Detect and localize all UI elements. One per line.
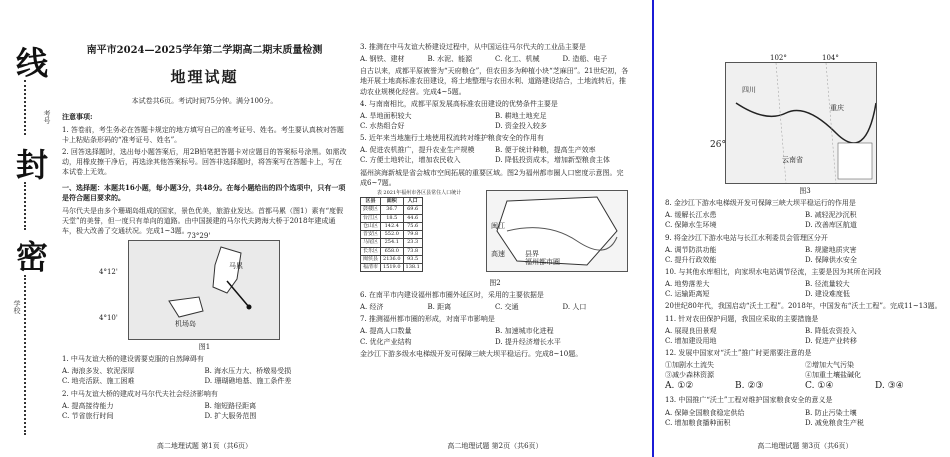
option[interactable]: D. 改善库区航道 [805,221,857,230]
option[interactable]: C. 优化产业结构 [360,337,412,346]
option[interactable]: A. 钢铁、建材 [360,55,405,64]
question-options [665,326,945,346]
option[interactable]: A. 海浪多发、软泥深厚 [62,367,135,376]
question-options [62,366,347,386]
data-table [360,197,423,272]
option[interactable]: B. 加速城市化进程 [495,327,554,336]
latitude-label: 4°10' [99,313,118,322]
page-1 [62,0,347,457]
option[interactable]: D. 保障供水安全 [805,255,857,264]
exam-number-label: 考号 [43,110,51,124]
table-cell: 69.6 [403,206,422,214]
option[interactable]: B. 便于统计种粮，提高生产效率 [495,146,596,155]
option[interactable]: A. 保障全国粮食稳定供给 [665,408,745,417]
item: ④加重土壤盐碱化 [805,371,861,380]
question-stem: 3. 推测在中马友谊大桥建设过程中，从中国运往马尔代夫的工业品主要是 [360,43,586,51]
question-options [665,408,945,428]
option[interactable]: B. 水泥、能源 [427,55,473,64]
figure-caption: 图3 [799,187,811,195]
longitude-label: 104° [822,54,839,62]
option[interactable]: A. 促进农机推广，提升农业生产规模 [360,146,475,155]
option[interactable]: D. 提升经济增长水平 [495,337,561,346]
table-header: 区县 [361,198,381,206]
table-cell: 75.6 [403,222,422,230]
latitude-label: 26° [710,140,726,150]
table-cell: 138.1 [403,264,422,272]
option[interactable]: D. 造船、电子 [562,55,608,64]
question-stem: 10. 与其他水库相比，向家坝水电站调节径流，主要是因为其所在河段 [665,267,882,276]
question-stem: 4. 与南南相比，成都平原发展高标准农田建设的优势条件主要是 [360,99,558,108]
page-3 [665,0,945,457]
map-figure-3 [710,54,877,184]
place-label: 重庆 [830,104,844,112]
option[interactable]: C. 提升行政效能 [665,255,717,264]
page-2 [360,0,630,457]
option[interactable]: B. 降低农资投入 [805,326,857,335]
table-cell: 马尾区 [361,239,381,247]
map-label: 高速 [491,249,505,258]
binding-margin [0,0,58,457]
option[interactable]: A. 旱地面积较大 [360,111,412,120]
option[interactable]: A. 提高人口数量 [360,327,412,336]
male-map [129,241,279,339]
option[interactable]: D. 建设难度低 [805,290,850,299]
map-label: 福州都市圈 [525,257,560,266]
passage: 金沙江下游多级水电梯级开发可保障三峡大坝平稳运行。完成8~10题。 [360,349,583,358]
page-footer: 高二地理试题 第2页（共6页） [447,441,543,450]
option[interactable]: A. 提高接待能力 [62,401,114,410]
map-figure-2 [486,190,628,272]
question-options [665,279,945,299]
question-options [360,111,630,131]
option[interactable]: B. 径流量较大 [805,280,850,289]
item: ①加剧水土流失 [665,361,714,370]
exam-meta: 本试卷共6页。考试时间75分钟。满分100分。 [131,97,278,106]
table-cell: 254.1 [381,239,404,247]
question-options [360,145,630,165]
option[interactable]: D. 减免粮食生产税 [805,418,864,427]
notice-item: 1. 答卷前，考生务必在答题卡规定的地方填写自己的准考证号、姓名。考生要认真核对答题卡上粘贴条形码的“准考证号、姓名”。 [62,125,344,144]
place-label: 马累 [229,261,243,270]
table-row [361,239,423,247]
table-row [361,264,423,272]
option[interactable]: C. ①④ [805,381,834,392]
question-stem: 2. 中马友谊大桥的建成对马尔代夫社会经济影响有 [62,389,218,398]
option[interactable]: C. 方便土地转让，增加农民收入 [360,156,461,165]
passage: 马尔代夫是由多个珊瑚岛组成的国家，景色优美，旅游业发达。首都马累（图1）素有“度假天堂”的美誉，但一度只有单向的道路。由中国援建的马尔代夫跨海大桥于2018年建成通车，极大改善了交通状况。完成1~3题。 [62,206,344,235]
table-cell: 2136.0 [381,255,404,263]
question-options [360,326,630,346]
option[interactable]: C. 节省旅行时间 [62,411,114,420]
question-stem: 12. 发展中国家对“沃土”推广时更需要注意的是 [665,348,812,357]
table-cell: 552.0 [381,231,404,239]
table-title: 表 2021年福州市各区县常住人口统计 [376,189,462,196]
passage: 自古以来，成都平原被誉为“天府粮仓”，但农田多为种植小块“芝麻田”。21世纪初，各地开展土地高标准农田建设，将土地整理与农田水利、道路建设结合，土地流转后，推动农业规模化经营。完成4~5题。 [360,67,629,96]
question-options [360,302,630,312]
option[interactable]: D. 扩大服务范围 [204,411,257,420]
table-row [361,247,423,255]
option[interactable]: D. ③④ [875,381,904,392]
section-heading: 一、选择题：本题共16小题，每小题3分，共48分。在每小题给出的四个选项中，只有一项是符合题目要求的。 [62,183,346,203]
option[interactable]: B. 耕地土地充足 [495,111,547,120]
table-cell: 23.3 [403,239,422,247]
question-stem: 13. 中国推广“沃土”工程对维护国家粮食安全的意义是 [665,396,833,405]
question-stem: 9. 将金沙江下游水电站与长江水利委员会管理区分开 [665,233,828,242]
question-options [665,380,945,393]
table-cell: 台江区 [361,214,381,222]
figure-caption: 图2 [489,278,501,287]
table-row [361,206,423,214]
option[interactable]: B. 规避地质灾害 [805,245,857,254]
question-stem: 1. 中马友谊大桥的建设需要克服的自然障碍有 [62,355,204,364]
option[interactable]: C. 交通 [495,303,519,312]
dotted-line [24,182,32,230]
table-cell: 鼓楼区 [361,206,381,214]
table-cell: 晋安区 [361,231,381,239]
question-options [360,54,630,64]
option[interactable]: C. 化工、机械 [495,55,540,64]
table-header: 面积 [381,198,404,206]
question-options [665,210,945,230]
item: ②增加大气污染 [805,361,854,370]
subject-title: 地理试题 [170,67,239,86]
option[interactable]: C. 增加粮食播种面积 [665,418,731,427]
option[interactable]: C. 运输距离短 [665,290,710,299]
map-label: 县界 [525,249,539,258]
notice-heading: 注意事项: [62,112,93,122]
notice-item: 2. 回答选择题时，选出每小题答案后，用2B铅笔把答题卡对应题目的答案标号涂黑。如需改动，用橡皮擦干净后，再选涂其他答案标号。回答非选择题时，将答案写在答题卡上，写在本试卷上无效。 [62,147,347,177]
binding-char-mi: 密 [16,238,49,276]
option[interactable]: C. 增加建设用地 [665,336,717,345]
question-options [62,401,347,421]
exam-title: 南平市2024—2025学年第二学期高二期末质量检测 [86,45,323,56]
table-row [361,231,423,239]
option[interactable]: D. 珊瑚礁地基、施工条件差 [204,377,292,386]
option[interactable]: B. 海水压力大、桥墩易受损 [204,367,292,376]
table-cell: 闽侯县 [361,255,381,263]
table-cell: 142.4 [381,222,404,230]
option[interactable]: B. 防止污染土壤 [805,408,857,417]
option[interactable]: A. 展现良田景观 [665,326,717,335]
table-cell: 73.8 [403,247,422,255]
longitude-label: 102° [770,54,787,62]
option[interactable]: C. 保障水生环境 [665,221,717,230]
option[interactable]: C. 水热组合好 [360,121,405,130]
longitude-label: 73°29' [187,231,211,240]
option[interactable]: B. ②③ [735,381,764,392]
place-label: 四川 [742,86,756,94]
question-stem: 11. 针对农田保护问题，我国应采取的主要措施是 [665,314,819,323]
table-header: 人口 [403,198,422,206]
option[interactable]: B. 缩短路径距离 [204,401,257,410]
option[interactable]: C. 地壳活跃、施工困难 [62,377,135,386]
table-cell: 长乐区 [361,247,381,255]
map-label: 闽江 [491,221,505,230]
option[interactable]: D. 促进产业转移 [805,336,857,345]
question-stem: 7. 推测福州都市圈的形成，对南平市影响是 [360,315,495,324]
dotted-line [24,80,32,135]
option[interactable]: B. 距离 [427,303,452,312]
passage: 20世纪80年代，我国启动“沃土工程”。2018年，中国发布“沃土工程”。完成11~13题。 [665,302,942,311]
option[interactable]: D. 降低投资成本，增加新型粮食主体 [495,156,610,165]
question-stem: 6. 在南平市内建设福州都市圈外延区时，采用的主要依据是 [360,290,544,299]
table-cell: 79.8 [403,231,422,239]
passage: 福州滨海新城是省会城市空间拓展的重要区域。图2为福州都市圈人口密度示意图。完成6~7题。 [360,168,624,187]
table-row [361,255,423,263]
item: ③减少森林资源 [665,371,714,380]
table-row [361,214,423,222]
option[interactable]: D. 人口 [562,303,587,312]
table-cell: 658.0 [381,247,404,255]
option[interactable]: A. 地势落差大 [665,280,710,289]
option[interactable]: B. 减轻泥沙沉积 [805,211,857,220]
table-cell: 1519.0 [381,264,404,272]
figure-caption: 图1 [198,342,211,351]
map-figure-1 [99,231,280,340]
option[interactable]: A. 调节防洪功能 [665,245,717,254]
question-items [665,360,945,380]
option[interactable]: A. ①② [665,381,694,392]
table-cell: 93.5 [403,255,422,263]
latitude-label: 4°12' [99,267,118,276]
page-footer: 高二地理试题 第1页（共6页） [156,441,253,450]
page-divider [652,0,654,457]
school-label: 学校 [13,300,21,314]
question-stem: 8. 金沙江下游水电梯级开发可保障三峡大坝平稳运行的作用是 [665,199,856,208]
question-stem: 5. 近年来当地施行土地使用权流转对维护粮食安全的作用有 [360,134,544,143]
question-options [665,245,945,265]
table-row [361,222,423,230]
table-cell: 44.6 [403,214,422,222]
table-cell: 36.7 [381,206,404,214]
population-table [360,190,478,276]
figure-row [360,190,630,276]
option[interactable]: A. 缓解长江水患 [665,211,717,220]
page-footer: 高二地理试题 第3页（共6页） [757,441,853,450]
dotted-line [24,275,32,435]
place-label: 云南省 [782,156,803,164]
table-cell: 仓山区 [361,222,381,230]
table-cell: 福清市 [361,264,381,272]
place-label: 机场岛 [175,319,196,328]
binding-char-feng: 封 [16,146,49,184]
table-cell: 18.5 [381,214,404,222]
binding-char-xian: 线 [16,44,49,82]
option[interactable]: A. 经济 [360,303,384,312]
option[interactable]: D. 资金投入较多 [495,121,547,130]
